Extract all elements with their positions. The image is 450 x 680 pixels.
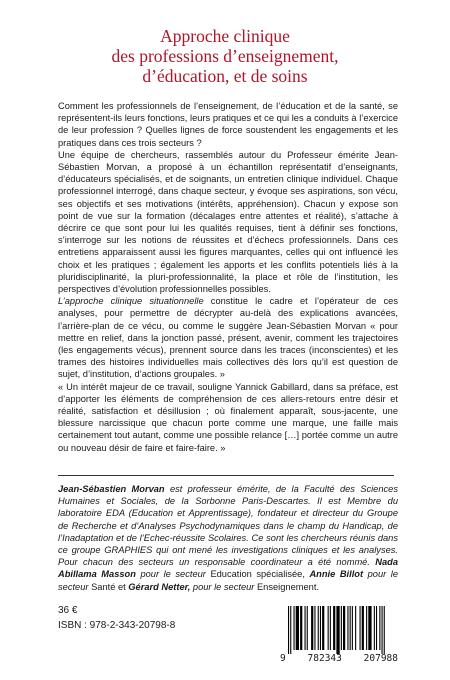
blurb-paragraph-2: Une équipe de chercheurs, rassemblés autour du Professeur émérite Jean-Sébastien Morvan, a proposé à un échantillon représentatif d’enseignants, d’éducateurs spécialisés, et de soignants, un entretien clinique individuel. Chaque professionnel interrogé, dans chaque secteur, y évoque ses aspirations, son vécu, ses objectifs et ses motivations (intérêts, appréhension). Chacun y expose son point de vue sur la formation (décalages entre attentes et réalité), s’attache à décrire ce que sont pour lui les qualités requises, tient à définir ses fonctions, s’interroge sur les notions de réussites et d’échecs professionnels. Dans ces entretiens apparaissent aussi les figures marquantes, celles qui ont influencé les choix et les pratiques ; également les apports et les conflits potentiels liés à la pluridisciplinarité, la pluri-professionnalité, la place et rôle de l’institution, les perspectives d’évolution professionnelles possibles.: [58, 149, 398, 295]
sector-sante: Santé et: [91, 581, 129, 592]
title-line-2: des professions d’enseignement,: [111, 46, 339, 66]
coordinator-text: pour le secteur: [58, 569, 398, 592]
blurb: [58, 100, 398, 454]
sector-education: Education spécialisée,: [210, 569, 310, 580]
book-title: [40, 26, 410, 86]
preface-quote: « Un intérêt majeur de ce travail, souligne Yannick Gabillard, dans sa préface, est d’apporter les éléments de compréhension de ces allers-retours entre désir et réalité, satisfaction et désillusion ; où finalement apparaît, sous-jacente, une blessure narcissique que chacun porte comme une marque, une faille mais certainement tout autant, comme une possible relance […] portée comme un autre ou nouveau désir de faire et faire-faire. »: [58, 381, 398, 453]
blurb-paragraph-1: Comment les professionnels de l’enseignement, de l’éducation et de la santé, se représentent-ils leurs fonctions, leurs pratiques et ce qui les a conduits à l’exercice de leur profession ? Quelles lignes de force soustendent les engagements et les pratiques dans ces trois secteurs ?: [58, 101, 398, 148]
price: 36 €: [58, 605, 78, 616]
coordinator-sante: Annie Billot: [309, 569, 364, 580]
title-line-1: Approche clinique: [160, 26, 290, 46]
coordinator-text: pour le secteur: [135, 569, 211, 580]
sector-enseignement: Enseignement.: [256, 581, 320, 592]
barcode-digits: [280, 653, 398, 664]
barcode-digit-first: 9: [280, 653, 286, 664]
isbn: ISBN : 978-2-343-20798-8: [58, 620, 176, 631]
title-line-3: d’éducation, et de soins: [142, 66, 308, 86]
coordinator-text: pour le secteur: [190, 581, 257, 592]
coordinator-education: Nada Abillama Masson: [58, 557, 398, 580]
approach-text: constitue le cadre et l’opérateur de ces analyses, pour permettre de décrypter au-delà des explications avancées, l’arrière-plan de ce vécu, ou comme le suggère Jean-Sébastien Morvan « pour mettre en relief, dans la jonction passé, présent, avenir, comment les trajectoires (les engagements vécus), prennent source dans les traces (inconscientes) et les trames des histoires individuelles mais collectives dès lors qu’il est question de sujet, d’institution, d’actions groupales. »: [58, 296, 398, 380]
author-bio-text: est professeur émérite, de la Faculté des Sciences Humaines et Sociales, de la Sorbonne Paris-Descartes. Il est Membre du laboratoire EDA (Education et Apprentissage), fondateur et directeur du Groupe de Recherche et d’Analyses Psychodynamiques dans le champ du Handicap, de l’Inadaptation et de l’Echec-réussite Scolaires. Ce sont les chercheurs réunis dans ce groupe GRAPHIES qui ont mené les investigations cliniques et les analyses. Pour chacun des secteurs un responsable coordinateur a été nommé.: [58, 484, 398, 568]
divider: [58, 475, 394, 476]
barcode-group-1: 782343: [307, 653, 342, 664]
blurb-paragraph-3: [58, 295, 398, 380]
author-name: Jean-Sébastien Morvan: [58, 484, 165, 494]
barcode-group-2: 207988: [363, 653, 398, 664]
coordinator-enseignement: Gérard Netter,: [128, 581, 191, 592]
barcode-bars: [280, 606, 398, 654]
author-bio: [58, 483, 398, 593]
approach-name: L’approche clinique situationnelle: [58, 296, 204, 307]
